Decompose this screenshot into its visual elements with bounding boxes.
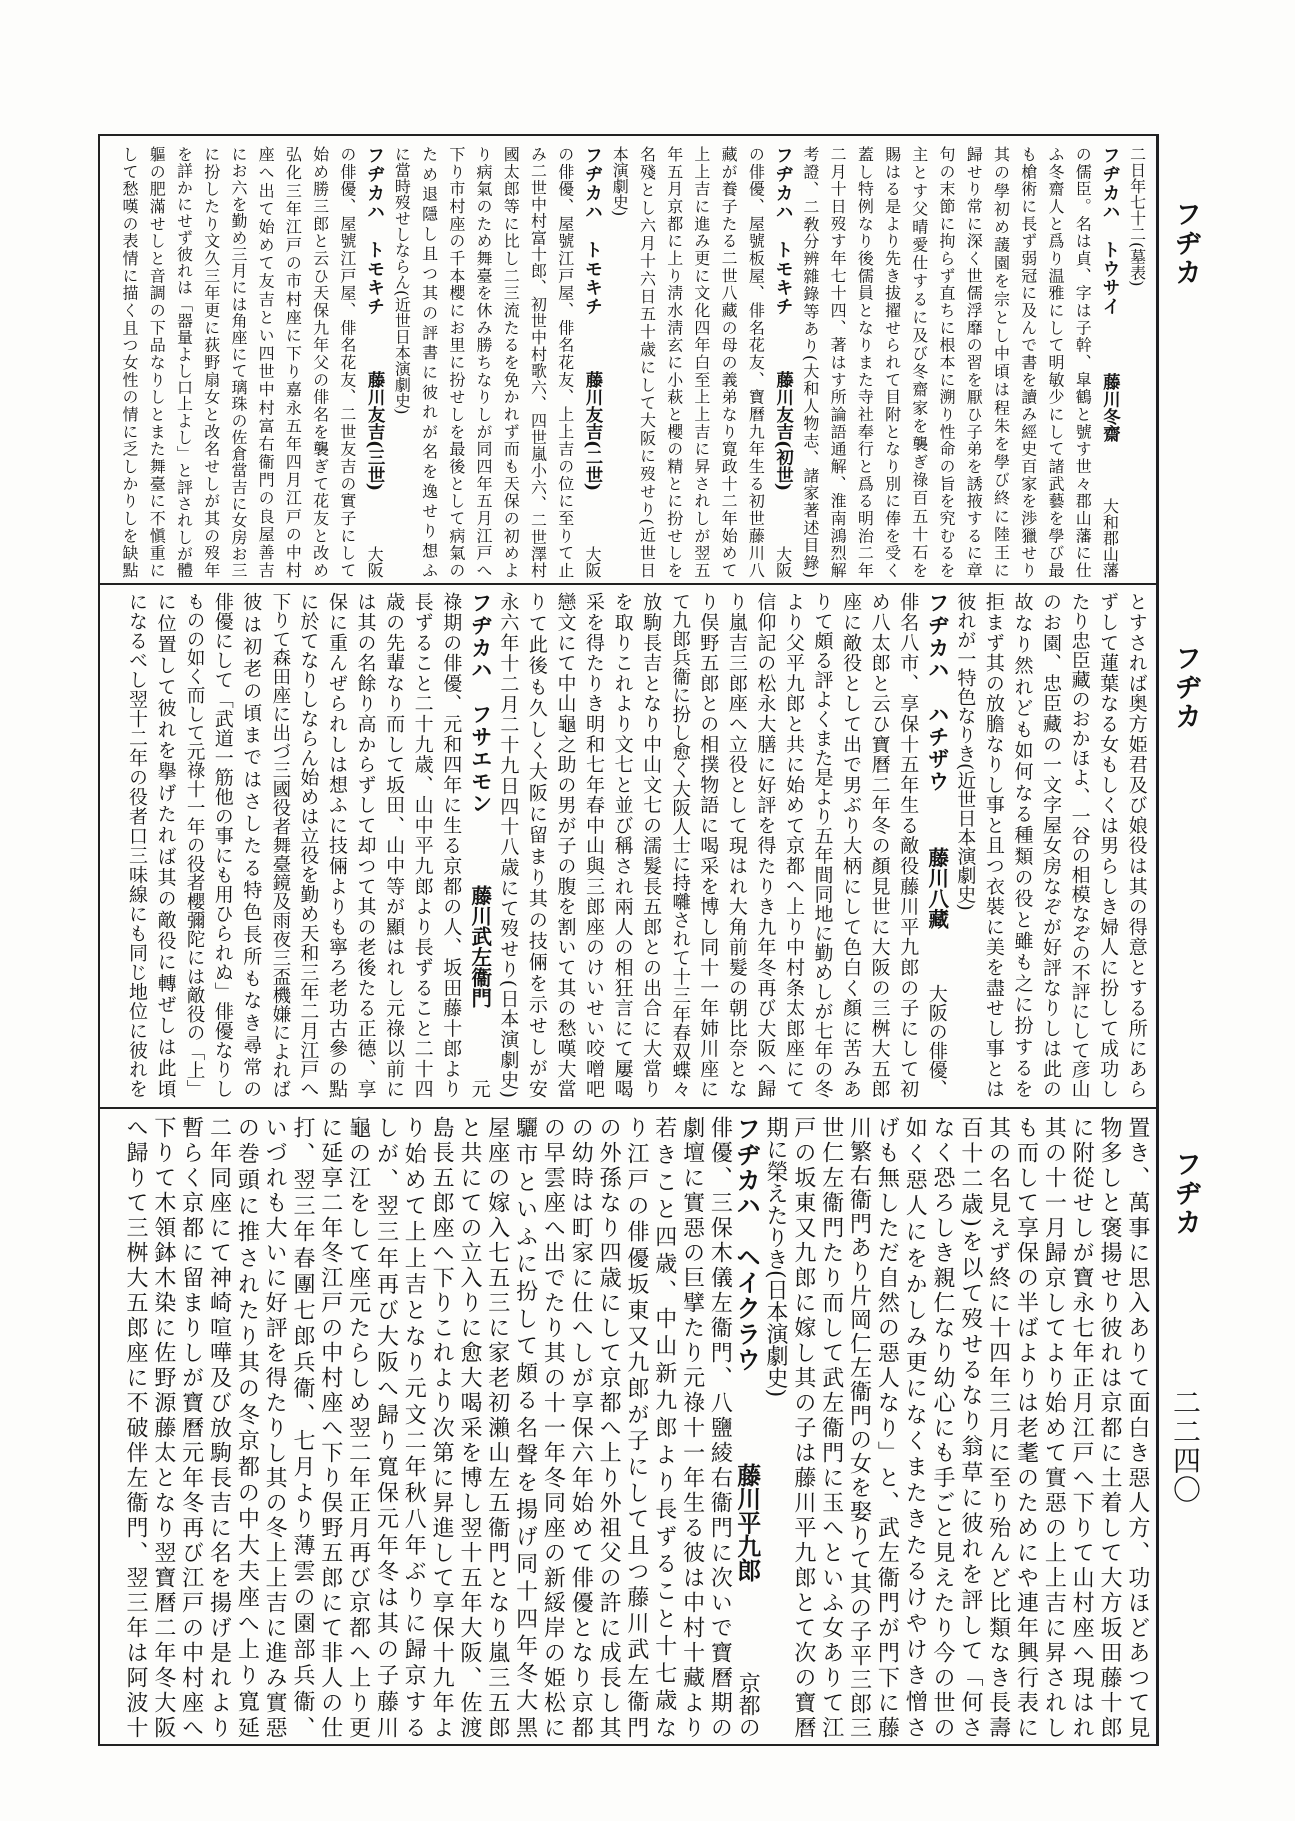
entry-heading-rest: 大和郡山藩	[1100, 498, 1120, 578]
entry-heading-column	[579, 146, 605, 578]
text-column: たり忠臣藏のおかほよ、一谷の相模なぞの不評にして彦山	[1068, 592, 1091, 1098]
entry-heading-name: 藤川友吉(三世)	[364, 371, 385, 492]
text-column: 故なり然れども如何なる種類の役と雖も之に扮するを	[1011, 592, 1034, 1098]
text-column: 川繁右衞門あり片岡仁左衞門の女を娶りて其の子平三郎三	[846, 1116, 872, 1738]
text-column: 軀の肥滿せしと音調の下品なりしとまた舞臺に不愼重に	[147, 146, 167, 578]
text-column: りて頗る評よくまた是より五年間同地に勤めしが七年の冬	[811, 592, 834, 1098]
text-column: 本演劇史)	[610, 146, 630, 217]
entry-heading-reading: フヂカハ トモキチ	[364, 146, 386, 317]
text-column: の俳優、屋號江戸屋、俳名花友、上上吉の位に至りて止	[555, 146, 575, 578]
text-column: 弘化三年江戸の市村座に下り嘉永五年四月江戸の中村	[283, 146, 303, 578]
text-column: いづれも大いに好評を得たりし其の冬上上吉に進み實惡	[262, 1116, 288, 1738]
text-column: 世仁左衞門たり而して武左衞門に玉へといふ女ありて江	[818, 1116, 844, 1738]
text-column: 考證、二敎分辨雜錄等あり(大和人物志、諸家著述目錄)	[800, 146, 820, 578]
text-column: 彼れが一特色なりき(近世日本演劇史)	[954, 592, 977, 911]
text-column: のお園、忠臣藏の一文字屋女房なぞが好評なりしは此の	[1040, 592, 1062, 1098]
text-column: ものの如く而して元祿十一年の役者櫻彌陀には敵役の「上」	[184, 592, 206, 1098]
text-column: の儒臣。名は貞、字は子幹、皐鶴と號す世々郡山藩に仕	[1073, 146, 1093, 578]
text-column: 如く惡人にをかしみ更になくまたきたるけやけき憎さ	[902, 1116, 928, 1738]
entry-heading-name: 藤川平九郎	[733, 1462, 762, 1582]
text-column: を詳かにせず彼れは「器量よし口上よし」と評されしが體	[174, 146, 194, 578]
text-column: と共にての立入りに愈大喝采を博し翌十五年大阪、佐渡	[456, 1116, 482, 1738]
text-column: 期に榮えたりき(日本演劇史)	[763, 1116, 789, 1398]
text-column: り始めて上上吉となり元文二年秋八年ぶりに歸京する	[401, 1116, 427, 1738]
text-column: り病氣のため舞臺を休み勝ちなりしが同四年五月江戸へ	[474, 146, 494, 578]
text-column: 驪市といふに扮して頗る名聲を揚げ同十四年冬大黑	[512, 1116, 538, 1738]
text-column: め八太郎と云ひ寶曆二年冬の顏見世に大阪の三桝大五郎	[868, 592, 891, 1098]
entry-heading-name: 藤川友吉(初世)	[772, 371, 793, 492]
text-column: の巻頭に推されたり其の冬京都の中大夫座へ上り寬延	[234, 1116, 260, 1738]
entry-heading-column	[924, 592, 950, 1098]
entry-heading-reading: フヂカハ ヘイクラウ	[733, 1116, 763, 1373]
text-column: に延享二年冬江戸の中村座へ下り俣野五郎にて非人の仕	[317, 1116, 343, 1738]
band-divider	[98, 1107, 1159, 1109]
text-column: 劇壇に實惡の巨擘たり元祿十一年生る彼は中村十藏より	[679, 1116, 705, 1738]
text-column: ずして蓮葉なる女もしくは男らしき婦人に扮して成功し	[1097, 592, 1120, 1098]
text-column: の俳優、屋號江戸屋、俳名花友、二世友吉の實子にして	[337, 146, 357, 578]
entry-heading-name: 藤川友吉(二世)	[581, 371, 602, 492]
text-column: 座に敵役として出で男ぶり大柄にして色白く顏に苦みあ	[840, 592, 863, 1098]
text-column: の幼時は町家に仕へしが享保六年始めて俳優となり京都	[568, 1116, 594, 1738]
entry-heading-column	[733, 1116, 763, 1738]
text-band-bottom	[122, 1116, 1150, 1738]
entry-heading-rest: 大阪	[582, 546, 602, 578]
text-column: ふ冬齋人と爲り温雅にして明敏少にして諸武藝を學び最	[1045, 146, 1065, 578]
text-column: 屋座の嫁入七五三に家老初瀨山左五衞門となり嵐三五郎	[484, 1116, 510, 1738]
text-column: 若きこと四歳、中山新九郎より長ずること十七歳な	[651, 1116, 677, 1738]
text-column: に附從せしが寶永七年正月江戸へ下りて山村座へ現はれ	[1069, 1116, 1095, 1738]
text-column: 下りて木領鉢木染に佐野源藤太となり翌寶曆二年冬大阪	[150, 1116, 176, 1738]
text-column: 戸の坂東又九郎に嫁し其の子は藤川平九郎とて次の寶曆	[790, 1116, 816, 1738]
entry-heading-rest: 京都の	[735, 1672, 761, 1738]
text-column: 俳名八市、享保十五年生る敵役藤川平九郎の子にして初	[897, 592, 920, 1098]
text-column: 拒まず其の放膽なりし事と且つ衣裝に美を盡せし事とは	[982, 592, 1005, 1098]
text-column: 名殘とし六月十六日五十歳にして大阪に歿せり(近世日	[637, 146, 657, 578]
text-column: 龜の江をして座元たらしめ翌二年正月再び京都へ上り更	[345, 1116, 371, 1738]
band-divider	[98, 583, 1159, 585]
text-column: 下りて森田座に出づ三國役者舞臺鏡及雨夜三盃機嫌によれば	[269, 592, 291, 1098]
entry-heading-name: 藤川武左衞門	[467, 885, 492, 1009]
text-column: の外孫なり四歳にして京都へ上り外祖父の許に成長し其	[596, 1116, 622, 1738]
text-column: しが、翌三年再び大阪へ歸り寬保元年冬は其の子藤川	[373, 1116, 399, 1738]
text-column: て九郎兵衞に扮し愈く大阪人士に持囃されて十三年春双蝶々	[669, 592, 691, 1098]
text-column: り俣野五郎との相撲物語に喝采を博し同十一年姉川座に	[697, 592, 720, 1098]
text-column: み二世中村富十郎、初世中村歌六、四世嵐小六、二世澤村	[528, 146, 548, 578]
text-column: 歸せり常に深く世儒浮靡の習を厭ひ子弟を誘掖するに章	[964, 146, 984, 578]
text-column: 其の學初め蘐園を宗とし中頃は程朱を學び終に陸王に	[991, 146, 1011, 578]
text-column: の早雲座へ出でたり其の十一年冬同座の新綏岸の姫松に	[540, 1116, 566, 1738]
text-column: 祿期の俳優、元和四年に生る京都の人、坂田藤十郎より	[440, 592, 463, 1098]
text-column: 始め勝三郎と云ひ天保九年父の俳名を襲ぎて花友と改め	[310, 146, 330, 578]
text-column: 其の名見えず終に十四年三月に至り殆んど比類なき長壽	[985, 1116, 1011, 1738]
text-column: 長ずること二十九歳、山中平九郎より長ずること二十四	[411, 592, 434, 1098]
text-column: げも無しただ自然の惡人なり」と、武左衞門が門下に藤	[874, 1116, 900, 1738]
text-column: になるべし翌十二年の役者口三味線にも同じ地位に彼れを	[126, 592, 148, 1098]
text-column: ため退隱し且つ其の評書に彼れが名を逸せり想ふ	[419, 146, 439, 578]
text-band-middle	[124, 592, 1150, 1098]
text-column: 國太郎等に比し二三流たるを免かれず而も天保の初めよ	[501, 146, 521, 578]
text-column: 句の末節に拘らず直ちに根本に溯り性命の旨を究むるを	[937, 146, 957, 578]
text-column: は其の名餘り高からずして却つて其の老後たる正德、享	[354, 592, 377, 1098]
entry-heading-rest: 大阪の俳優、	[925, 984, 948, 1098]
text-column: り江戸の俳優坂東又九郎が子にして且つ藤川武左衞門	[623, 1116, 649, 1738]
text-column: 主とす父晴愛仕するに及び冬齋家を襲ぎ祿百五十石を	[909, 146, 929, 578]
text-column: の俳優、屋號板屋、俳名花友、寶曆九年生る初世藤川八	[746, 146, 766, 578]
text-column: 二日年七十二(墓表)	[1127, 146, 1147, 287]
text-column: 下り市村座の千本櫻にお里に扮せしを最後として病氣の	[446, 146, 466, 578]
running-head: フヂカ	[1170, 1150, 1201, 1237]
entry-heading-column	[1096, 146, 1122, 578]
text-column: に於てなりしならん始めは立役を勤め天和三年二月江戸へ	[297, 592, 320, 1098]
text-column: 百十二歳)を以て歿せるなり翁草に彼れを評して「何さ	[957, 1116, 983, 1738]
entry-heading-reading: フヂカハ フサエモン	[467, 592, 493, 815]
text-column: 放駒長吉となり中山文七の濡髮長五郎との出合に大當り	[640, 592, 663, 1098]
text-column: 二月十日歿す年七十四、著はす所論語通解、淮南鴻烈解	[828, 146, 848, 578]
text-column: りて此後も久しく大阪に留まり其の技倆を示せしが安	[525, 592, 548, 1098]
text-column: り嵐吉三郎座へ立役として現はれ大角前髮の朝比奈とな	[725, 592, 748, 1098]
entry-heading-reading: フヂカハ トモキチ	[772, 146, 794, 317]
entry-heading-reading: フヂカハ トモキチ	[581, 146, 603, 317]
text-column: とすされば奥方姫君及び娘役は其の得意とする所にあら	[1125, 592, 1148, 1098]
text-column: なく恐ろしき親仁なり幼心にも手ごと見えたり今の世の	[930, 1116, 956, 1738]
entry-heading-name: 藤川八藏	[924, 847, 949, 930]
text-column: 采を得たりき明和七年春中山與三郎座のけいせい咬噌吧	[583, 592, 605, 1098]
text-column: 二年同座にて神崎喧嘩及び放駒長吉に名を揚げ是れより	[206, 1116, 232, 1738]
text-column: 座へ出て始めて友吉とい四世中村富右衞門の良屋善吉	[256, 146, 276, 578]
entry-heading-name: 藤川冬齋	[1099, 372, 1120, 442]
text-column: 打、翌三年春團七郎兵衞、七月より薄雲の園部兵衞、	[289, 1116, 315, 1738]
text-column: 俳優にして「武道一筋他の事にも用ひられぬ」俳優なりし	[211, 592, 234, 1098]
text-column: に位置して彼れを擧げたれば其の敵役に轉ぜしは此頃	[154, 592, 177, 1098]
entry-heading-column	[467, 592, 493, 1098]
text-column: 永六年十二月二十九日四十八歳にて歿せり(日本演劇史)	[497, 592, 520, 1098]
text-column: 彼は初老の頃まではさしたる特色長所もなき尋常の	[240, 592, 263, 1098]
text-column: 歳の先輩なり而して坂田、山中等が顯はれし元祿以前に	[383, 592, 406, 1098]
entry-heading-column	[361, 146, 387, 578]
entry-heading-reading: フヂカハ ハチザウ	[924, 592, 950, 793]
running-head: フヂカ	[1170, 200, 1201, 287]
running-head: フヂカ	[1170, 644, 1201, 731]
text-column: に扮したり文久三年更に荻野扇女と改名せしが其の歿年	[201, 146, 221, 578]
text-column: 戀文にて中山龜之助の男が子の腹を割いて其の愁嘆大當	[554, 592, 577, 1098]
text-column: に當時歿せしならん(近世日本演劇史)	[392, 146, 412, 415]
text-column: 保に重んぜられしは想ふに技倆よりも寧ろ老功古參の點	[325, 592, 348, 1098]
text-column: より父平九郎と共に始めて京都へ上り中村条太郎座にて	[782, 592, 805, 1098]
entry-heading-rest: 大阪	[365, 546, 385, 578]
text-column: 其の十一月歸京してより始めて實惡の上上吉に昇されし	[1041, 1116, 1067, 1738]
text-column: 信仰記の松永大膳に好評を得たりき九年冬再び大阪へ歸	[754, 592, 777, 1098]
text-column: を取りこれより文七と並び稱され兩人の相狂言にて屢喝	[611, 592, 634, 1098]
text-column: 暫らく京都に留まりしが寶曆元年冬再び江戸の中村座へ	[178, 1116, 204, 1738]
text-column: も而して享保の半ばよりは老耄のためにや連年興行表に	[1013, 1116, 1039, 1738]
entry-heading-reading: フヂカハ トウサイ	[1099, 146, 1121, 317]
text-column: 賜はる是より先き拔擢せられて目附となり別に俸を受く	[882, 146, 902, 578]
text-column: 上上吉に進み更に文化四年白至上上吉に昇されしが翌五	[691, 146, 711, 578]
text-column: して愁嘆の表情に描く且つ女性の情に乏しかりしを缺點	[120, 146, 139, 578]
entry-heading-column	[770, 146, 796, 578]
text-column: 藏が養子たる二世八藏の母の義弟なり寛政十二年始めて	[719, 146, 739, 578]
page-number: 二二四〇	[1169, 1388, 1202, 1504]
text-column: 年五月京都に上り淸水淸玄に小萩と櫻の精とに扮せしを	[664, 146, 684, 578]
text-column: 島長五郎座へ下りこれより次第に昇進して享保十九年よ	[429, 1116, 455, 1738]
text-column: にお六を勤め三月には角座にて璃珠の佐倉當吉に女房お三	[228, 146, 248, 579]
text-column: 物多しと褒揚せり彼れは京都に土着して大方坂田藤十郎	[1096, 1116, 1122, 1738]
text-column: 置き、萬事に思入ありて面白き惡人方、功ほどあつて見	[1124, 1116, 1150, 1738]
text-band-top	[116, 146, 1150, 578]
text-column: へ歸りて三桝大五郎座に不破伴左衞門、翌三年は阿波十	[123, 1116, 148, 1738]
entry-heading-rest: 大阪	[773, 546, 793, 578]
entry-heading-rest: 元	[468, 1079, 491, 1098]
text-column: も槍術に長ず弱冠に及んで書を讀み經史百家を渉獵せり	[1018, 146, 1038, 578]
text-column: 蓋し特例なり後儒員となりまた寺社奉行と爲る明治二年	[855, 146, 875, 578]
text-column: 俳優、三保木儀左衞門、八鹽綾右衞門に次いで寶曆期の	[707, 1116, 733, 1738]
